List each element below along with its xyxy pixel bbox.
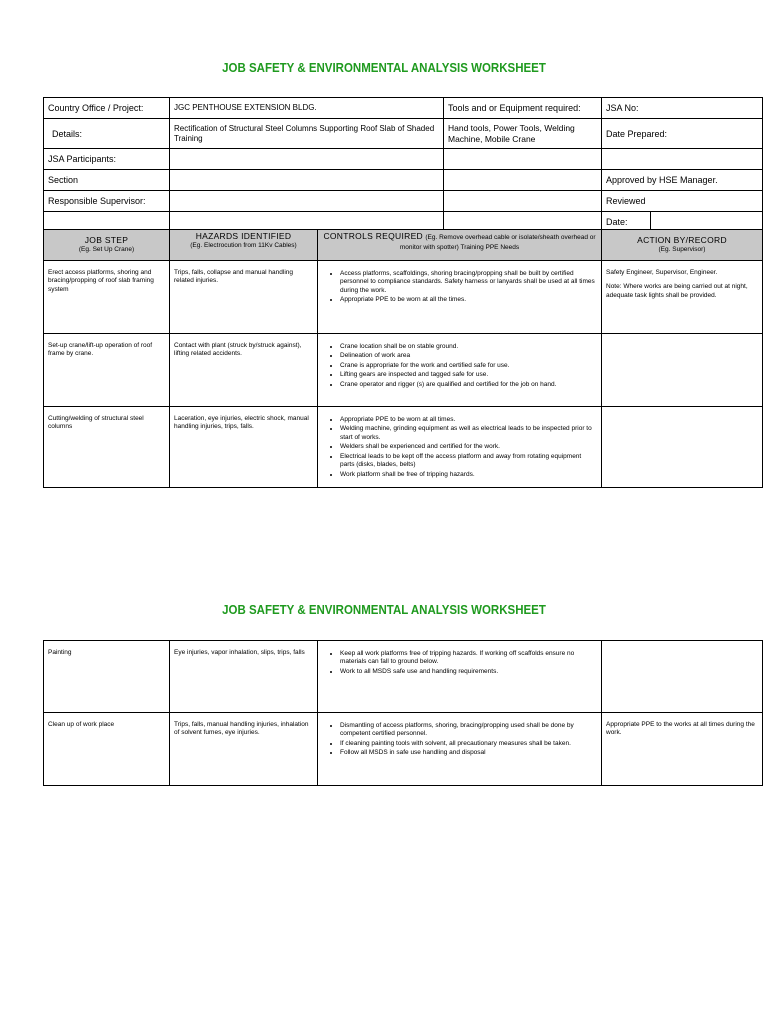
action-cell	[602, 641, 763, 713]
hazards-heading: HAZARDS IDENTIFIED	[195, 231, 292, 241]
analysis-table	[43, 229, 763, 488]
action-header	[602, 230, 763, 261]
hazards-cell: Laceration, eye injuries, electric shock, manual handling injuries, trips, falls.	[170, 407, 318, 488]
action-heading: ACTION BY/RECORD	[637, 235, 727, 245]
country-office-value: JGC PENTHOUSE EXTENSION BLDG.	[170, 98, 444, 119]
tools-label: Tools and or Equipment required:	[444, 98, 602, 119]
approved-label: Approved by HSE Manager.	[602, 170, 763, 191]
hazards-header	[170, 230, 318, 261]
participants-label: JSA Participants:	[44, 149, 170, 170]
control-item: • Work platform shall be free of tripping hazards.	[340, 470, 597, 479]
section-value	[170, 170, 444, 191]
job-step-heading: JOB STEP	[84, 235, 129, 245]
controls-example: (Eg. Remove overhead cable or isolate/sheath overhead or monitor with spotter) Training PPE Needs	[399, 234, 596, 251]
job-step-cell: Clean up of work place	[44, 713, 170, 786]
control-item: • Crane is appropriate for the work and certified safe for use.	[340, 361, 597, 370]
action-note: Note: Where works are being carried out at night, adequate task lights shall be provided.	[606, 283, 748, 299]
job-step-cell: Painting	[44, 641, 170, 713]
hazards-cell: Eye injuries, vapor inhalation, slips, trips, falls	[170, 641, 318, 713]
control-item: • Lifting gears are inspected and tagged safe for use.	[340, 370, 597, 379]
worksheet-title-page2: JOB SAFETY & ENVIRONMENTAL ANALYSIS WORKSHEET	[222, 603, 546, 617]
reviewed-label: Reviewed	[602, 191, 763, 212]
controls-cell	[318, 713, 602, 786]
details-label: Details:	[44, 119, 170, 149]
table-row	[44, 407, 763, 488]
job-step-cell: Set-up crane/lift-up operation of roof frame by crane.	[44, 334, 170, 407]
control-item: • Crane operator and rigger (s) are qualified and certified for the job on hand.	[340, 380, 597, 389]
job-step-header	[44, 230, 170, 261]
supervisor-value	[170, 191, 444, 212]
participants-value	[170, 149, 444, 170]
controls-cell	[318, 407, 602, 488]
controls-cell	[318, 641, 602, 713]
control-item: • Access platforms, scaffoldings, shoring bracing/propping shall be built by certified personnel to compliance standards. Safety harness or lanyards shall be used at all times during the work.	[340, 269, 597, 295]
action-example: (Eg. Supervisor)	[658, 245, 706, 253]
hazards-cell: Trips, falls, collapse and manual handling related injuries.	[170, 261, 318, 334]
hazards-cell: Contact with plant (struck by/struck against), lifting related accidents.	[170, 334, 318, 407]
supervisor-label: Responsible Supervisor:	[44, 191, 170, 212]
control-item: • If cleaning painting tools with solvent, all precautionary measures shall be taken.	[340, 739, 597, 748]
job-step-cell: Erect access platforms, shoring and bracing/propping of roof slab framing system	[44, 261, 170, 334]
blank-cell	[444, 191, 602, 212]
action-cell	[602, 334, 763, 407]
control-item: • Delineation of work area	[340, 351, 597, 360]
blank-cell	[602, 149, 763, 170]
controls-cell	[318, 261, 602, 334]
controls-heading: CONTROLS REQUIRED	[323, 231, 423, 241]
action-cell	[602, 261, 763, 334]
blank-cell	[444, 149, 602, 170]
country-office-label: Country Office / Project:	[44, 98, 170, 119]
control-item: • Welding machine, grinding equipment as well as electrical leads to be inspected prior to start of works.	[340, 424, 597, 442]
job-step-cell: Cutting/welding of structural steel columns	[44, 407, 170, 488]
control-item: • Appropriate PPE to be worn at all the times.	[340, 295, 597, 304]
hazards-cell: Trips, falls, manual handling injuries, inhalation of solvent fumes, eye injuries.	[170, 713, 318, 786]
section-label: Section	[44, 170, 170, 191]
table-row	[44, 261, 763, 334]
analysis-table-continued	[43, 640, 763, 786]
control-item: • Crane location shall be on stable ground.	[340, 342, 597, 351]
control-item: • Follow all MSDS in safe use handling and disposal	[340, 748, 597, 757]
control-item: • Keep all work platforms free of tripping hazards. If working off scaffolds ensure no materials can fall to ground below.	[340, 649, 597, 667]
table-row	[44, 641, 763, 713]
action-by: Safety Engineer, Supervisor, Engineer.	[606, 269, 718, 276]
date-prepared-label: Date Prepared:	[602, 119, 763, 149]
table-row	[44, 713, 763, 786]
details-value: Rectification of Structural Steel Columns Supporting Roof Slab of Shaded Training	[170, 119, 444, 149]
control-item: • Dismantling of access platforms, shoring, bracing/propping used shall be done by competent certified personnel.	[340, 721, 597, 739]
tools-value: Hand tools, Power Tools, Welding Machine, Mobile Crane	[444, 119, 602, 149]
control-item: • Electrical leads to be kept off the access platform and away from rotating equipment parts (disks, blades, belts)	[340, 452, 597, 470]
header-table	[43, 97, 763, 233]
worksheet-title: JOB SAFETY & ENVIRONMENTAL ANALYSIS WORKSHEET	[222, 61, 546, 75]
action-cell: Appropriate PPE to the works at all times during the work.	[602, 713, 763, 786]
control-item: • Welders shall be experienced and certified for the work.	[340, 442, 597, 451]
controls-header	[318, 230, 602, 261]
table-row	[44, 334, 763, 407]
action-cell	[602, 407, 763, 488]
control-item: • Work to all MSDS safe use and handling requirements.	[340, 667, 597, 676]
job-step-example: (Eg. Set Up Crane)	[78, 245, 135, 253]
blank-cell	[444, 170, 602, 191]
controls-cell	[318, 334, 602, 407]
hazards-example: (Eg. Electrocution from 11Kv Cables)	[190, 241, 297, 249]
date-label: Date:	[602, 212, 651, 232]
control-item: • Appropriate PPE to be worn at all times.	[340, 415, 597, 424]
jsa-no-label: JSA No:	[602, 98, 763, 119]
